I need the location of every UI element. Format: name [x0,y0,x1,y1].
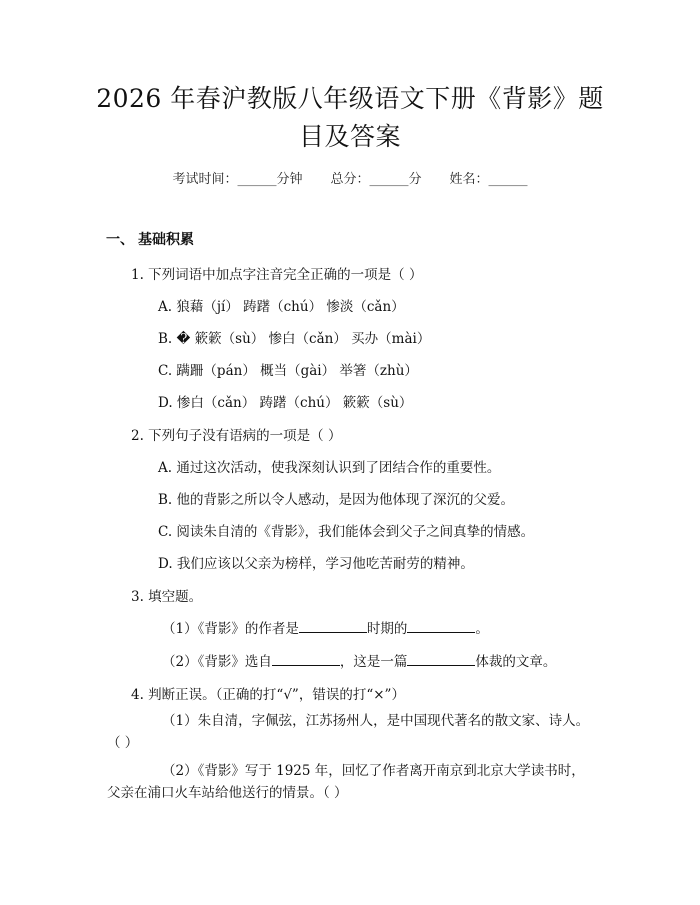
question-2-option-b: B. 他的背影之所以令人感动，是因为他体现了深沉的父爱。 [158,492,515,508]
question-3-stem: 3. 填空题。 [131,589,203,605]
q3-sub2-text-b: ，这是一篇 [339,654,408,670]
question-2-option-c: C. 阅读朱自清的《背影》，我们能体会到父子之间真挚的情感。 [158,524,535,540]
question-1-option-b: B. � 簌簌（sù） 惨白（cǎn） 买办（mài） [158,331,431,347]
q3-sub2-text-a: （2）《背影》选自 [162,654,272,670]
question-1-stem: 1. 下列词语中加点字注音完全正确的一项是（ ） [131,267,423,283]
q3-sub2-text-c: 体裁的文章。 [475,654,557,670]
total-score-label: 总分：______分 [330,172,422,187]
fill-blank[interactable] [407,651,475,666]
question-2-stem: 2. 下列句子没有语病的一项是（ ） [131,428,342,444]
question-3-sub-1 [162,617,489,637]
question-1-option-a: A. 狼藉（jí） 踌躇（chú） 惨淡（cǎn） [158,299,405,315]
title-line-2: 目及答案 [298,122,401,151]
question-4-sub-2: （2）《背影》写于 1925 年，回忆了作者离开南京到北京大学读书时，父亲在浦口火车站给他送行的情景。（ ） [107,763,585,801]
question-1-option-c: C. 蹒跚（pán） 概当（gài） 举箸（zhù） [158,363,418,379]
question-1-option-d: D. 惨白（cǎn） 踌躇（chú） 簌簌（sù） [158,395,413,411]
fill-blank[interactable] [407,618,475,633]
section-title: 基础积累 [138,232,194,248]
question-4-sub-1: （1）朱自清，字佩弦，江苏扬州人，是中国现代著名的散文家、诗人。（ ） [107,713,590,751]
q3-sub1-text-b: 时期的 [366,621,408,637]
q3-sub1-text-c: 。 [475,621,489,637]
fill-blank[interactable] [299,618,367,633]
student-name-label: 姓名：______ [449,172,528,187]
question-2-option-a: A. 通过这次活动，使我深刻认识到了团结合作的重要性。 [158,460,501,476]
section-number: 一、 [106,232,134,248]
q3-sub1-text-a: （1）《背影》的作者是 [162,621,299,637]
question-2-option-d: D. 我们应该以父亲为榜样，学习他吃苦耐劳的精神。 [158,556,474,572]
title-line-1: 2026 年春沪教版八年级语文下册《背影》题 [96,84,604,113]
fill-blank[interactable] [272,651,340,666]
document-title [80,80,620,156]
question-4-stem: 4. 判断正误。（正确的打“√”，错误的打“×”） [131,687,405,703]
question-3-sub-2 [162,650,556,670]
exam-time-label: 考试时间：______分钟 [172,172,303,187]
exam-meta [0,168,700,187]
section-heading [106,229,194,249]
